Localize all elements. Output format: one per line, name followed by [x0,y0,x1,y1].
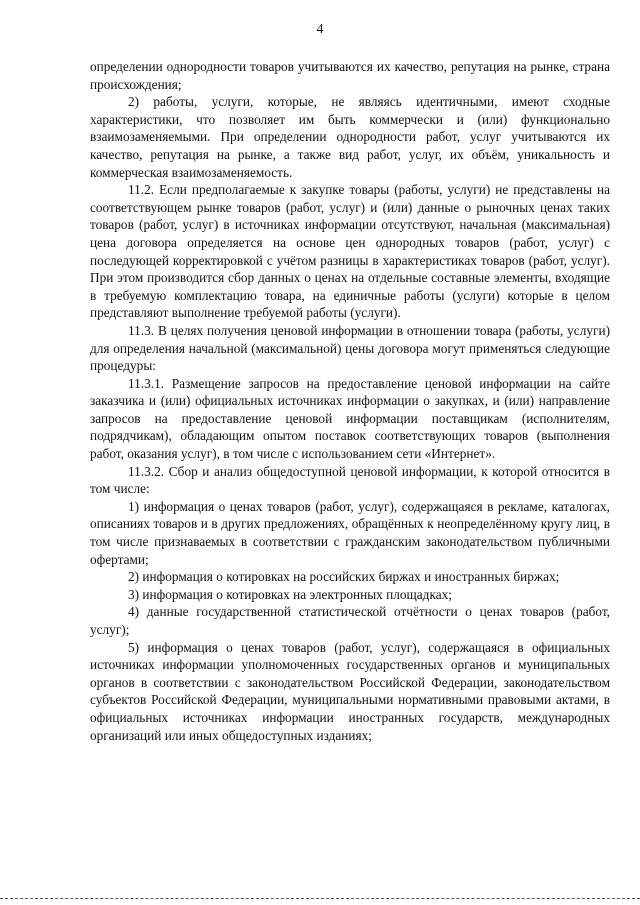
list-item-2: 2) информация о котировках на российских биржах и иностранных биржах; [128,569,560,585]
body-text [90,58,610,744]
scan-edge-rule [0,898,640,900]
paragraph-item-2-works-services: 2) работы, услуги, которые, не являясь идентичными, имеют сходные характеристики, что позволяет им быть коммерчески и (или) функционально взаимозаменяемыми. При определении однородности работ, услуг учитываются их качество, репутация на рынке, а также вид работ, услуг, их объём, уникальность и коммерческая взаимозаменяемость. [90,94,610,180]
paragraph-11-3-1: 11.3.1. Размещение запросов на предоставление ценовой информации на сайте заказчика и (или) официальных источниках информации о закупках, и (или) направление запросов на предоставление ценовой информации поставщикам (исполнителям, подрядчикам), обладающим опытом поставок соответствующих товаров (выполнения работ, оказания услуг), в том числе с использованием сети «Интернет». [90,375,610,462]
list-item-3: 3) информация о котировках на электронных площадках; [128,586,452,602]
paragraph-11-2: 11.2. Если предполагаемые к закупке товары (работы, услуги) не представлены на соответствующем рынке товаров (работ, услуг) и (или) данные о рыночных ценах таких товаров (работ, услуг) в источниках информации отсутствуют, начальная (максимальная) цена договора определяется на основе цен однородных товаров (работ, услуг) с последующей корректировкой с учётом разницы в характеристиках товаров (работ, услуг). При этом производится сбор данных о ценах на отдельные составные элементы, входящие в требуемую комплектацию товара, на единичные работы (услуги) которые в целом представляют выполнение требуемой работы (услуги). [90,182,610,321]
paragraph-11-3: 11.3. В целях получения ценовой информации в отношении товара (работы, услуги) для определения начальной (максимальной) цены договора могут применяться следующие процедуры: [90,322,610,374]
page-number: 4 [316,22,324,37]
paragraph-continuation: определении однородности товаров учитываются их качество, репутация на рынке, страна происхождения; [90,59,610,92]
list-item-5: 5) информация о ценах товаров (работ, услуг), содержащаяся в официальных источниках информации уполномоченных государственных органов и муниципальных органов в соответствии с законодательством Российской Федерации, законодательством субъектов Российской Федерации, муниципальными нормативными правовыми актами, в официальных источниках информации иностранных государств, международных организаций или иных общедоступных изданиях; [90,639,610,743]
list-item-4: 4) данные государственной статистической отчётности о ценах товаров (работ, услуг); [90,604,610,637]
list-item-1: 1) информация о ценах товаров (работ, услуг), содержащаяся в рекламе, каталогах, описаниях товаров и в других предложениях, обращённых к неопределённому кругу лиц, в том числе признаваемых в соответствии с гражданским законодательством публичными офертами; [90,498,610,567]
paragraph-11-3-2: 11.3.2. Сбор и анализ общедоступной ценовой информации, к которой относится в том числе: [90,463,610,497]
